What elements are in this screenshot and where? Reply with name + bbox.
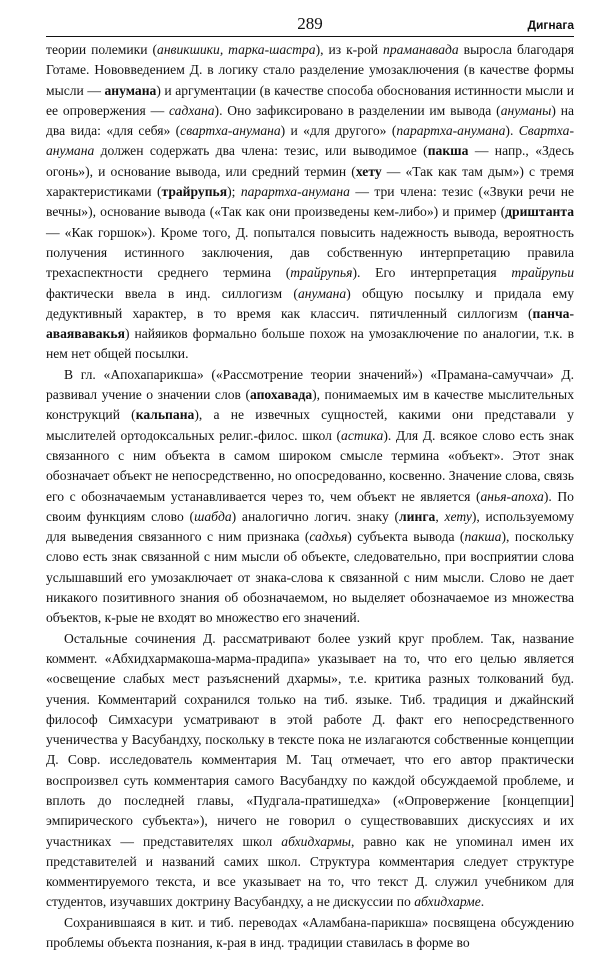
italic-term: хету [444,508,472,524]
text-run: ) аналогично логич. знаку ( [231,508,400,524]
page-number: 289 [297,14,323,33]
bold-term: дриштанта [505,204,574,220]
running-head: Дигнага [527,18,574,32]
text-run: ); [227,184,241,200]
text-run: ), из к-рой [315,42,384,57]
text-run: ) на два вида: «для себя» ( [46,102,575,139]
text-run: фактически ввела в инд. силлогизм ( [46,285,298,301]
italic-term: анья-апоха [480,488,544,504]
paragraph [46,913,574,953]
text-run: , [435,508,445,524]
italic-term: трайрупья [290,265,353,281]
text-run: ) общую посылку и придала ему дедуктивный характер, в то время как классич. пятичленный силлогизм ( [46,285,574,321]
paragraph [46,40,574,365]
text-run: Остальные сочинения Д. рассматривают более узкий круг проблем. Так, название коммент. «Абхидхармакоша-марма-прадипа» указывает на то, что его целью является «освещение слабых мест разъяснений дхармы», т.е. критика разных толкований буд. учения. Комментарий сохранился только на тиб. языке. Тиб. традиция и джайнский философ Симхасури усматривают в этой работе Д. факт его непосредственного ученичества у Васубандху, поскольку в тексте пока не излагаются собственные концепции Д. Совр. исследователь комментария М. Тац отмечает, что его автор практически воспроизвел суть комментария самого Васубандху по каждой обсуждаемой проблеме, и вплоть до последней главы, «Пудгала-пратишедха» («Опровержение [концепции] эмпирического субъекта»), ничего не говорил о существовавших дискуссиях и их участниках — представителях школ [46,630,574,849]
italic-term: Свартха-анумана [46,123,574,159]
text-run: — три члена: тезис («Звуки речи не вечны»), основание вывода («Так как они произведены кем-либо») и пример ( [46,184,575,220]
text-run: ), а не извечных сущностей, какими они представали у мыслителей ортодоксальных религ.-филос. школ ( [46,407,574,443]
paragraph [46,629,574,913]
text-run: . [480,894,485,910]
bold-term: панча-аваявавакья [46,305,574,342]
text-run: ) субъекта вывода ( [347,529,465,545]
bold-term: кальпана [135,407,195,423]
bold-term: хету [355,163,382,179]
text-run: ). По своим функциям слово ( [46,488,574,524]
italic-term: абхидхармы [281,833,352,849]
italic-term: шабда [194,508,232,524]
body-text [46,40,575,951]
text-run: ) и аргументации (в качестве способа обоснования истинности мысли и ее опровержения — [46,82,574,118]
header-rule [46,36,574,37]
italic-term: садхана [169,102,215,118]
text-run: ), понимаемых им в качестве мыслительных конструкций ( [46,387,574,423]
italic-term: ануманы [500,102,552,118]
text-run: — напр., «Здесь огонь»), и основание вывода, или средний термин ( [46,143,574,179]
text-run: Сохранившаяся в кит. и тиб. переводах «Аламбана-парикша» посвящена обсуждению проблемы объекта познания, к-рая в инд. традиции ставилась в форме во [46,914,574,951]
text-run: — «Так как там дым») с тремя характеристиками ( [46,163,574,200]
bold-term: пакша [427,143,469,159]
italic-term: парартха-анумана [396,123,506,139]
italic-term: садхья [309,529,348,545]
text-run: ) найяиков формально больше похож на умозаключение по аналогии, т.к. в нем нет общей посылки. [46,326,574,362]
italic-term: парартха-анумана [240,184,350,200]
paragraph [46,365,574,629]
text-run: ). Его интерпретация [352,265,512,281]
text-run: , равно как не упоминал имен их представителей и названий самих школ. Структура комментария следует структуре комментируемого текста, и все указывает на то, что текст Д. служил учебником для студентов, изучавших доктрину Васубандху, а не дискуссии по [46,833,574,910]
italic-term: астика [341,427,384,443]
bold-term: трайрупья [161,184,228,200]
italic-term: анумана [297,285,347,301]
text-run: ) и «для другого» ( [280,123,397,139]
italic-term: трайрупьи [511,265,574,281]
text-run: ). Для Д. всякое слово есть знак связанного с ним объекта в самом широком смысле термина «объект». Этот знак обозначает объект не непосредственно, но опосредованно, косвенно. Значение слова, связь его с обозначаемым устанавливается через то, чем объект не является ( [46,427,574,504]
italic-term: анвикшики, тарка-шастра [157,42,316,57]
text-run: должен содержать два члена: тезис, или выводимое ( [94,143,428,159]
italic-term: свартха-анумана [180,123,281,139]
bold-term: линга [399,508,436,524]
text-run: ), поскольку слово есть знак связанной с ним мысли об объекте, следовательно, при восприятии слова услышавший его умозаключает от знака-слова к связанной с ним мысли. Слово не дает никакого позитивного знания об обозначаемом, но выделяет обозначаемое из множества объектов, к-рые не входят во множество его значений. [46,529,574,626]
text-run: теории полемики ( [46,42,158,57]
text-run: ), используемому для выведения связанного с ним признака ( [46,508,574,545]
italic-term: пакша [464,529,502,545]
text-run: — «Как горшок»). Кроме того, Д. попытался повысить надежность вывода, вероятность получения истинного заключения, дав собственную интерпретацию правила трехаспектности среднего термина ( [46,224,574,281]
italic-term: праманавада [383,42,459,57]
page-header [46,10,574,36]
text-run: В гл. «Апохапарикша» («Рассмотрение теории значений») «Прамана-самуччаи» Д. развивал учение о значении слов ( [46,366,574,403]
text-run: ). [505,123,519,139]
bold-term: апохавада [249,387,313,403]
bold-term: анумана [104,82,157,98]
text-run: выросла благодаря Готаме. Нововведением Д. в логику стало разделение умозаключения (в качестве формы мысли — [46,42,574,98]
text-run: ). Оно зафиксировано в разделении им вывода ( [214,102,501,118]
italic-term: абхидхарме [414,894,481,910]
